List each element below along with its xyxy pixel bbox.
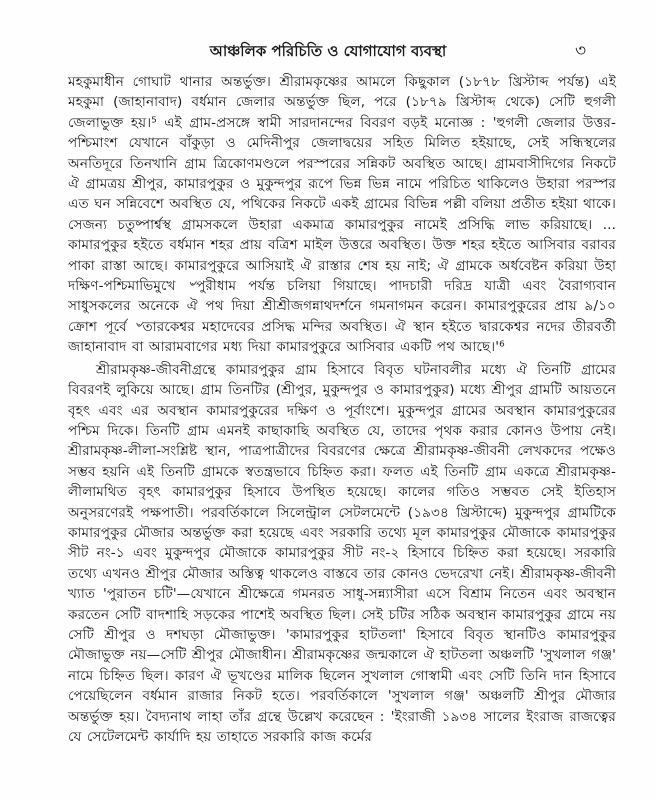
page-number: ৩: [574, 41, 586, 61]
running-header: [70, 40, 586, 66]
paragraph-1: মহকুমাধীন গোঘাট থানার অন্তর্ভুক্ত। শ্রীরামকৃষ্ণের আমলে কিছুকাল (১৮৭৮ খ্রিস্টাব্দ পর্যন্ত) এই মহকুমা (জাহানাবাদ) বর্ধমান জেলার অন্তর্ভুক্ত ছিল, পরে (১৮৭৯ খ্রিস্টাব্দ থেকে) সেটি হুগলী জেলাভুক্ত হয়।⁵ এই গ্রাম-প্রসঙ্গে স্বামী সারদানন্দের বিবরণ বড়ই মনোজ্ঞ : 'হুগলী জেলার উত্তর-পশ্চিমাংশ যেখানে বাঁকুড়া ও মেদিনীপুর জেলাদ্বয়ের সহিত মিলিত হইয়াছে, সেই সন্ধিস্থলের অনতিদূরে তিনখানি গ্রাম ত্রিকোণমণ্ডলে পরস্পরের সন্নিকট অবস্থিত আছে। গ্রামবাসীদিগের নিকটে ঐ গ্রামত্রয় শ্রীপুর, কামারপুকুর ও মুকুন্দপুর রূপে ভিন্ন ভিন্ন নামে পরিচিত থাকিলেও উহারা পরস্পর এত ঘন সন্নিবেশে অবস্থিত যে, পথিকের নিকটে একই গ্রামের বিভিন্ন পল্লী বলিয়া প্রতীত হইয়া থাকে। সেজন্য চতুষ্পার্শ্বস্থ গ্রামসকলে উহারা একমাত্র কামারপুকুর নামেই প্রসিদ্ধি লাভ করিয়াছে। ... কামারপুকুর হইতে বর্ধমান শহর প্রায় বত্রিশ মাইল উত্তরে অবস্থিত। উক্ত শহর হইতে আসিবার বরাবর পাকা রাস্তা আছে। কামারপুকুরে আসিয়াই ঐ রাস্তার শেষ হয় নাই; ঐ গ্রামকে অর্ধবেষ্টন করিয়া উহা দক্ষিণ-পশ্চিমাভিমুখে ৺পুরীধাম পর্যন্ত চলিয়া গিয়াছে। পাদচারী দরিদ্র যাত্রী এবং বৈরাগ্যবান সাধুসকলের অনেকে ঐ পথ দিয়া শ্রীশ্রীজগন্নাথদর্শনে গমনাগমন করেন। কামারপুকুরের প্রায় ৯/১০ ক্রোশ পূর্বে ৺তারকেশ্বর মহাদেবের প্রসিদ্ধ মন্দির অবস্থিত। ঐ স্থান হইতে দ্বারকেশ্বর নদের তীরবর্তী জাহানাবাদ বা আরামবাগের মধ্য দিয়া কামারপুকুরে আসিবার একটি পথ আছে।'⁶: [68, 74, 616, 356]
body-text: [68, 72, 616, 747]
header-title: আঞ্চলিক পরিচিতি ও যোগাযোগ ব্যবস্থা: [209, 42, 447, 60]
paragraph-2: শ্রীরামকৃষ্ণ-জীবনীগ্রন্থে কামারপুকুর গ্রাম হিসাবে বিবৃত ঘটনাবলীর মধ্যে ঐ তিনটি গ্রামের বিবরণই লুকিয়ে আছে। গ্রাম তিনটির (শ্রীপুর, মুকুন্দপুর ও কামারপুকুর) মধ্যে শ্রীপুর গ্রামটি আয়তনে বৃহৎ এবং এর অবস্থান কামারপুকুরের দক্ষিণ ও পূর্বাংশে। মুকুন্দপুর গ্রামের অবস্থান কামারপুকুরের পশ্চিম দিকে। তিনটি গ্রাম এমনই কাছাকাছি অবস্থিত যে, তাদের পৃথক করার কোনও উপায় নেই। শ্রীরামকৃষ্ণ-লীলা-সংশ্লিষ্ট স্থান, পাত্রপাত্রীদের বিবরণের ক্ষেত্রে শ্রীরামকৃষ্ণ-জীবনী লেখকদের পক্ষেও সম্ভব হয়নি এই তিনটি গ্রামকে স্বতন্ত্রভাবে চিহ্নিত করা। ফলত এই তিনটি গ্রাম একত্রে শ্রীরামকৃষ্ণ-লীলামথিত বৃহৎ কামারপুকুর হিসাবে উপস্থিত হয়েছে। কালের গতিও সম্ভবত সেই ইতিহাস অনুসরণেরই পক্ষপাতী। পরবর্তিকালে সিলেন্ট্রাল সেটলমেন্টে (১৯৩৪ খ্রিস্টাব্দে) মুকুন্দপুর গ্রামটিকে কামারপুকুর মৌজার অন্তর্ভুক্ত করা হয়েছে এবং সরকারি তথ্যে মূল কামারপুকুর মৌজাকে কামারপুকুর সীট নং-১ এবং মুকুন্দপুর মৌজাকে কামারপুকুর সীট নং-২ হিসাবে চিহ্নিত করা হয়েছে। সরকারি তথ্যে এখনও শ্রীপুর মৌজার অস্তিত্ব থাকলেও বাস্তবে তার কোনও ভেদরেখা নেই। শ্রীরামকৃষ্ণ-জীবনী খ্যাত 'পুরাতন চটি'—যেখানে শ্রীক্ষেত্রে গমনরত সাধু-সন্ন্যাসীরা এসে বিশ্রাম নিতেন এবং অবস্থান করতেন সেটি বাদশাহি সড়কের পাশেই অবস্থিত ছিল। সেই চটির সঠিক অবস্থান কামারপুকুর গ্রামে নয় সেটি শ্রীপুর ও দশঘড়া মৌজাভুক্ত। 'কামারপুকুর হাটতলা' হিসাবে বিবৃত স্থানটিও কামারপুকুর মৌজাভুক্ত নয়—সেটি শ্রীপুর মৌজাধীন। শ্রীরামকৃষ্ণের জন্মকালে ঐ হাটতলা অঞ্চলটি 'সুখলাল গঞ্জ' নামে চিহ্নিত ছিল। কারণ ঐ ভূখণ্ডের মালিক ছিলেন সুখলাল গোস্বামী এবং সেটি তিনি দান হিসাবে পেয়েছিলেন বর্ধমান রাজার নিকট হতে। পরবর্তিকালে 'সুখলাল গঞ্জ' অঞ্চলটি শ্রীপুর মৌজার অন্তর্ভুক্ত হয়। বৈদ্যনাথ লাহা তাঁর গ্রন্থে উল্লেখ করেছেন : 'ইংরাজী ১৯৩৪ সালের ইংরাজ রাজত্বের যে সেটেলমেন্ট কার্যাদি হয় তাহাতে সরকারি কাজ কর্মের: [68, 361, 616, 745]
